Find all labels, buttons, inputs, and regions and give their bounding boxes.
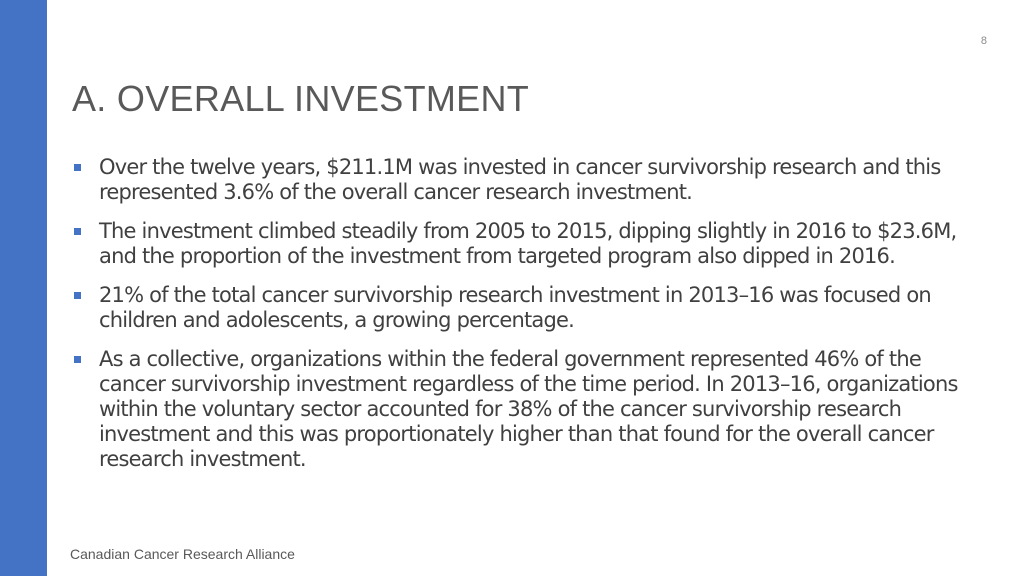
- square-bullet-icon: [74, 356, 81, 363]
- footer-organization: Canadian Cancer Research Alliance: [70, 546, 295, 562]
- slide-title: A. OVERALL INVESTMENT: [72, 78, 530, 119]
- square-bullet-icon: [74, 228, 81, 235]
- bullet-list: [72, 155, 992, 486]
- bullet-item: [72, 283, 992, 333]
- bullet-item: [72, 155, 992, 205]
- bullet-text: Over the twelve years, $211.1M was invested in cancer survivorship research and this represented 3.6% of the overall cancer research investment.: [99, 155, 941, 204]
- bullet-text: As a collective, organizations within the federal government represented 46% of the cancer survivorship investment regardless of the time period. In 2013–16, organizations within the voluntary sector accounted for 38% of the cancer survivorship research investment and this was proportionately higher than that found for the overall cancer research investment.: [99, 347, 958, 471]
- bullet-text: 21% of the total cancer survivorship research investment in 2013–16 was focused on children and adolescents, a growing percentage.: [99, 283, 931, 332]
- bullet-item: [72, 219, 992, 269]
- square-bullet-icon: [74, 292, 81, 299]
- left-accent-bar: [0, 0, 47, 576]
- bullet-item: [72, 347, 992, 472]
- bullet-text: The investment climbed steadily from 2005 to 2015, dipping slightly in 2016 to $23.6M, and the proportion of the investment from targeted program also dipped in 2016.: [99, 219, 957, 268]
- page-number: 8: [980, 35, 987, 47]
- square-bullet-icon: [74, 164, 81, 171]
